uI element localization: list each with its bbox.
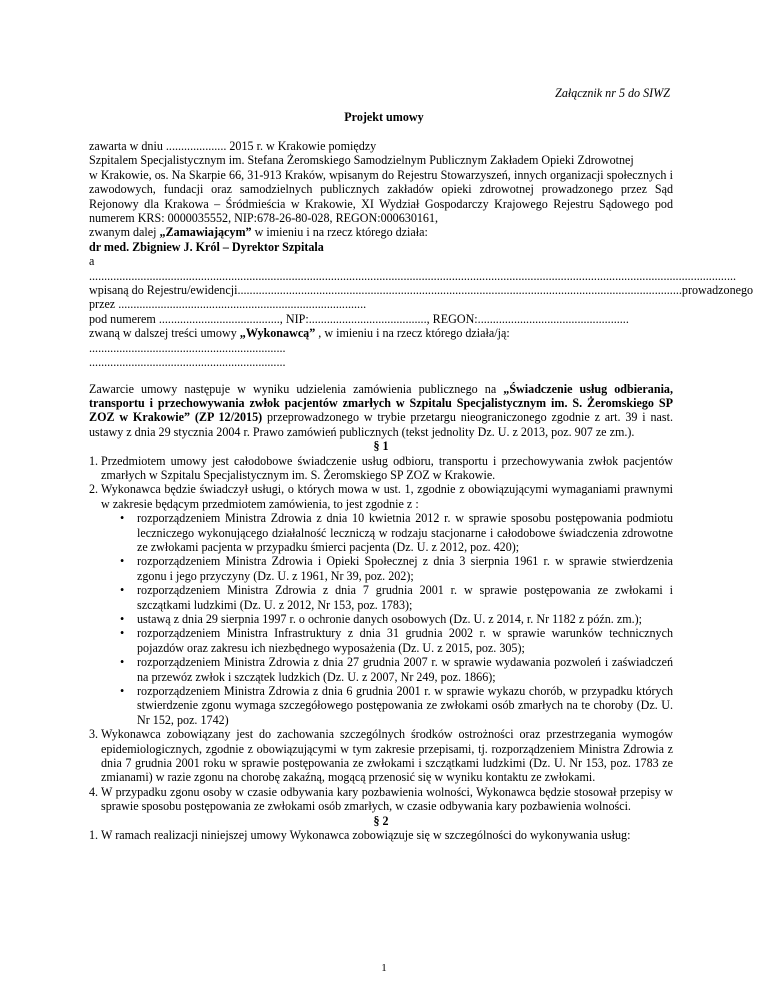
ordering-party-line: [89, 225, 673, 239]
contract-basis-post: przeprowadzonego w trybie przetargu nieograniczonego zgodnie z art. 39 i nast. ustawy z dnia 29 stycznia 2004 r. Prawo zamówień publicznych (tekst jednolity Dz. U. z 2013, poz. 907 ze zm.).: [89, 410, 673, 439]
regulation-item: • ustawą z dnia 29 sierpnia 1997 r. o ochronie danych osobowych (Dz. U. z 2014, r. Nr 1182 z późn. zm.);: [137, 612, 673, 626]
item-text: W ramach realizacji niniejszej umowy Wykonawca zobowiązuje się w szczególności do wykonywania usług:: [101, 828, 631, 843]
contract-subject-title: „Świadczenie usług odbierania, transportu i przechowywania zwłok pacjentów zmarłych w Szpitalu Specjalistycznym im. S. Żeromskiego SP ZOZ w Krakowie” (ZP 12/2015): [89, 381, 673, 425]
regulation-item: • rozporządzeniem Ministra Zdrowia z dnia 6 grudnia 2001 r. w sprawie wykazu chorób, w przypadku których stwierdzenie zgonu wymaga szczegółowego postępowania ze zwłokami osób zmarłych na te choroby (Dz. U. Nr 152, poz. 1742): [137, 684, 673, 727]
ordering-party-pre: zwanym dalej: [89, 225, 160, 240]
item-text: Wykonawca zobowiązany jest do zachowania szczególnych środków ostrożności oraz przestrzegania wymogów epidemiologicznych, zgodnie z obowiązującymi w tym zakresie przepisami, tj. rozporządzeniem Ministra Zdrowia z dnia 7 grudnia 2001 roku w sprawie postępowania ze zwłokami i szczątkami ludzkimi (Dz. U. Nr 153, poz. 1783 ze zmianami) w razie zgonu na chorobę zakaźną, mogącą przenosić się w wyniku kontaktu ze zwłokami.: [101, 727, 673, 785]
registry-blank: ...................................................................................................................................................: [237, 283, 682, 298]
regulation-item: • rozporządzeniem Ministra Infrastruktury z dnia 31 grudnia 2002 r. w sprawie warunków technicznych pojazdów oraz zakresu ich niezbędnego wyposażenia (Dz. U. z 2015, poz. 305);: [137, 626, 673, 655]
section-1-list: [89, 454, 673, 814]
regulation-item: • rozporządzeniem Ministra Zdrowia z dnia 27 grudnia 2007 r. w sprawie wydawania pozwoleń i zaświadczeń na przewóz zwłok i szczątek ludzkich (Dz. U. z 2007, Nr 249, poz. 1866);: [137, 655, 673, 684]
document-body: [89, 139, 754, 843]
registry-numbers-line: pod numerem ........................................, NIP:......................................., REGON:..................................................: [89, 311, 629, 326]
conjunction-a: a: [89, 254, 95, 269]
intro-date-line: zawarta w dniu .................... 2015 r. w Krakowie pomiędzy: [89, 139, 377, 153]
contractor-pre: zwaną w dalszej treści umowy: [89, 326, 240, 341]
section-1-item: [89, 784, 673, 814]
registry-line: [89, 283, 754, 298]
hospital-name: Szpitalem Specjalistycznym im. Stefana Żeromskiego Samodzielnym Publicznym Zakładem Opieki Zdrowotnej: [89, 153, 634, 168]
section-2-list: [89, 828, 673, 842]
section-2-item: [89, 828, 673, 843]
item-number: 1.: [89, 828, 99, 843]
item-text: Wykonawca będzie świadczył usługi, o których mowa w ust. 1, zgodnie z obowiązującymi wymaganiami prawnymi w zakresie będącym przedmiotem zamówienia, to jest zgodnie z :: [101, 482, 673, 511]
contract-basis-paragraph: [89, 382, 673, 440]
item-text: Przedmiotem umowy jest całodobowe świadczenie usług odbioru, transportu i przechowywania zwłok pacjentów zmarłych w Szpitalu Specjalistycznym im. S. Żeromskiego SP ZOZ w Krakowie.: [101, 453, 673, 482]
director-line: dr med. Zbigniew J. Król – Dyrektor Szpitala: [89, 239, 324, 254]
registry-post: prowadzonego: [681, 283, 754, 298]
regulation-item: • rozporządzeniem Ministra Zdrowia i Opieki Społecznej z dnia 3 sierpnia 1961 r. w sprawie stwierdzenia zgonu i jego przyczyny (Dz. U. z 1961, Nr 39, poz. 202);: [137, 554, 673, 583]
document-title: Projekt umowy: [344, 110, 424, 124]
hospital-details: w Krakowie, os. Na Skarpie 66, 31-913 Kraków, wpisanym do Rejestru Stowarzyszeń, innych organizacji społecznych i zawodowych, fundacji oraz samodzielnych publicznych zakładów opieki zdrowotnej prowadzonego przez Sąd Rejonowy dla Krakowa – Śródmieścia w Krakowie, XI Wydział Gospodarczy Krajowego Rejestru Sądowego pod numerem KRS: 0000035552, NIP:678-26-80-028, REGON:000630161,: [89, 167, 673, 226]
registry-pre: wpisaną do Rejestru/ewidencji: [89, 283, 238, 298]
section-heading-1: § 1: [373, 439, 389, 454]
attachment-label: Załącznik nr 5 do SIWZ: [555, 86, 670, 100]
regulations-list: [101, 511, 673, 727]
section-1-item: [89, 453, 673, 483]
item-number: 3.: [89, 727, 99, 742]
contractor-name-blank: ......................................................................................................................................................................................................................: [89, 268, 737, 283]
section-1-item: [89, 727, 673, 785]
regulation-item: • rozporządzeniem Ministra Zdrowia z dnia 10 kwietnia 2012 r. w sprawie sposobu postępowania podmiotu leczniczego wykonującego działalność leczniczą w rodzaju stacjonarne i całodobowe świadczenia zdrowotne ze zwłokami pacjenta w przypadku śmierci pacjenta (Dz. U. z 2012, poz. 420);: [137, 511, 673, 554]
contract-basis-pre: Zawarcie umowy następuje w wyniku udzielenia zamówienia publicznego na: [89, 381, 504, 396]
representative-blank-1: .................................................................: [89, 340, 286, 355]
contractor-name: „Wykonawcą”: [239, 326, 316, 341]
contractor-line: [89, 326, 673, 340]
ordering-party-name: „Zamawiającym”: [159, 225, 252, 240]
item-number: 2.: [89, 482, 99, 497]
contractor-post: , w imieniu i na rzecz którego działa/ją:: [315, 326, 510, 341]
section-heading-2: § 2: [373, 813, 389, 828]
page-number: 1: [381, 962, 387, 974]
item-text: W przypadku zgonu osoby w czasie odbywania kary pozbawienia wolności, Wykonawca będzie stosował przepisy w sprawie sposobu postępowania ze zwłokami osób zmarłych, w czasie odbywania kary pozbawienia wolności.: [101, 784, 673, 814]
item-number: 4.: [89, 784, 99, 799]
item-number: 1.: [89, 453, 99, 468]
regulation-item: • rozporządzeniem Ministra Zdrowia z dnia 7 grudnia 2001 r. w sprawie postępowania ze zwłokami i szczątkami ludzkimi (Dz. U. z 2012, Nr 153, poz. 1783);: [137, 583, 673, 612]
ordering-party-post: w imieniu i na rzecz którego działa:: [251, 225, 428, 240]
section-1-item: [89, 482, 673, 727]
representative-blank-2: .................................................................: [89, 355, 286, 370]
registry-by-line: przez ..................................................................................: [89, 297, 367, 312]
